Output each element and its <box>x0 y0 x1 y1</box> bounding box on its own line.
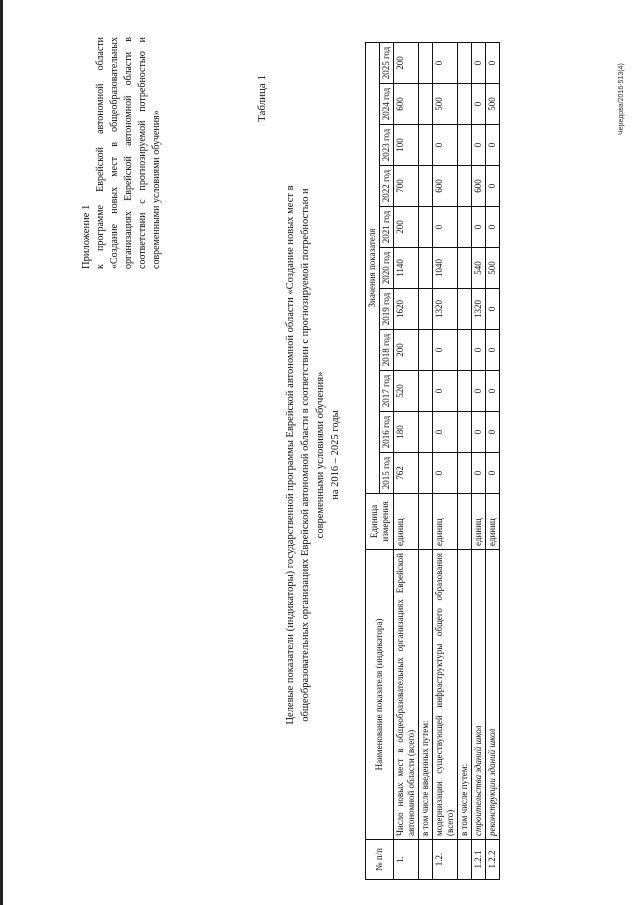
value-cell: 0 <box>486 412 500 453</box>
title-line-3: современными условиями обучения» <box>315 371 326 539</box>
row-unit: единиц <box>486 494 500 550</box>
value-cell: 0 <box>433 412 458 453</box>
document-title <box>283 45 343 865</box>
value-cell: 0 <box>433 43 458 84</box>
title-line-4: на 2016 – 2025 годы <box>330 410 341 500</box>
value-cell: 0 <box>486 453 500 494</box>
row-note: в том числе введенных путем: <box>419 550 433 840</box>
row-num: 1.2.2 <box>486 840 500 880</box>
value-cell: 0 <box>472 412 486 453</box>
value-cell: 0 <box>486 371 500 412</box>
value-cell: 1620 <box>394 289 419 330</box>
value-cell: 600 <box>394 84 419 125</box>
value-cell-empty <box>419 412 433 453</box>
appendix-block <box>80 37 164 269</box>
value-cell: 0 <box>433 207 458 248</box>
row-num-empty <box>419 840 433 880</box>
value-cell: 0 <box>486 166 500 207</box>
value-cell: 700 <box>394 166 419 207</box>
header-year: 2022 год <box>380 166 394 207</box>
table-label: Таблица 1 <box>256 74 268 122</box>
value-cell: 520 <box>394 371 419 412</box>
value-cell: 0 <box>486 43 500 84</box>
value-cell: 0 <box>486 330 500 371</box>
value-cell-empty <box>458 453 472 494</box>
table-note-row <box>419 43 433 880</box>
value-cell: 0 <box>433 453 458 494</box>
value-cell-empty <box>419 207 433 248</box>
row-num: 1.2.1 <box>472 840 486 880</box>
value-cell-empty <box>419 125 433 166</box>
header-values: Значения показателя <box>366 43 380 494</box>
value-cell: 0 <box>486 125 500 166</box>
header-year: 2025 год <box>380 43 394 84</box>
table-row <box>433 43 458 880</box>
binding-edge-mark <box>0 0 3 905</box>
appendix-text: к программе Еврейской автономной области «Создание новых мест в общеобразовательных организациях Еврейской автономной области в соответствии с прогнозируемой потребностью и современными условиями обучения» <box>95 37 162 269</box>
header-year: 2017 год <box>380 371 394 412</box>
value-cell-empty <box>458 84 472 125</box>
value-cell-empty <box>419 43 433 84</box>
title-line-2: общеобразовательных организациях Еврейской автономной области в соответствии с прогнозируемой потребностью и <box>300 188 311 722</box>
value-cell: 600 <box>472 166 486 207</box>
table-row <box>472 43 486 880</box>
value-cell: 0 <box>486 289 500 330</box>
header-unit: Единица измерения <box>366 494 394 550</box>
row-name: реконструкции зданий школ <box>486 550 500 840</box>
value-cell: 1320 <box>472 289 486 330</box>
header-num: № п/п <box>366 840 394 880</box>
table-row <box>486 43 500 880</box>
value-cell: 200 <box>394 207 419 248</box>
value-cell: 500 <box>486 248 500 289</box>
value-cell: 762 <box>394 453 419 494</box>
value-cell: 0 <box>472 207 486 248</box>
header-name: Наименование показателя (индикатора) <box>366 550 394 840</box>
value-cell: 0 <box>472 330 486 371</box>
row-num-empty <box>458 840 472 880</box>
table-row <box>394 43 419 880</box>
row-unit: единиц <box>472 494 486 550</box>
value-cell: 0 <box>433 371 458 412</box>
value-cell-empty <box>419 289 433 330</box>
value-cell-empty <box>419 330 433 371</box>
value-cell: 0 <box>472 84 486 125</box>
header-year: 2020 год <box>380 248 394 289</box>
value-cell-empty <box>458 330 472 371</box>
value-cell: 0 <box>472 43 486 84</box>
row-unit: единиц <box>433 494 458 550</box>
value-cell-empty <box>458 371 472 412</box>
row-unit: единиц <box>394 494 419 550</box>
value-cell-empty <box>458 207 472 248</box>
value-cell-empty <box>458 166 472 207</box>
header-year: 2019 год <box>380 289 394 330</box>
value-cell: 1320 <box>433 289 458 330</box>
row-num: 1. <box>394 840 419 880</box>
value-cell: 500 <box>486 84 500 125</box>
footer-code: Чередова/2016-513(4) <box>618 63 625 135</box>
value-cell-empty <box>458 248 472 289</box>
value-cell-empty <box>458 43 472 84</box>
value-cell: 0 <box>433 330 458 371</box>
header-year: 2023 год <box>380 125 394 166</box>
value-cell: 0 <box>472 453 486 494</box>
row-num: 1.2. <box>433 840 458 880</box>
title-line-1: Целевые показатели (индикаторы) государственной программы Еврейской автономной области «Создание новых мест в <box>285 185 296 725</box>
value-cell: 0 <box>472 125 486 166</box>
value-cell: 0 <box>472 371 486 412</box>
value-cell-empty <box>419 453 433 494</box>
value-cell-empty <box>419 84 433 125</box>
value-cell: 600 <box>433 166 458 207</box>
value-cell: 1140 <box>394 248 419 289</box>
header-year: 2021 год <box>380 207 394 248</box>
value-cell-empty <box>458 412 472 453</box>
value-cell: 200 <box>394 330 419 371</box>
value-cell-empty <box>458 289 472 330</box>
header-year: 2018 год <box>380 330 394 371</box>
row-unit-empty <box>458 494 472 550</box>
row-unit-empty <box>419 494 433 550</box>
appendix-label: Приложение 1 <box>81 204 92 269</box>
value-cell: 0 <box>433 125 458 166</box>
value-cell-empty <box>419 371 433 412</box>
value-cell: 200 <box>394 43 419 84</box>
row-name: Число новых мест в общеобразовательных организациях Еврейской автономной области (всего) <box>394 550 419 840</box>
header-year: 2015 год <box>380 453 394 494</box>
row-name: строительства зданий школ <box>472 550 486 840</box>
indicators-table <box>365 42 500 880</box>
header-year: 2024 год <box>380 84 394 125</box>
value-cell: 180 <box>394 412 419 453</box>
value-cell: 0 <box>486 207 500 248</box>
row-name: модернизации существующей инфраструктуры общего образования (всего) <box>433 550 458 840</box>
value-cell: 500 <box>433 84 458 125</box>
value-cell-empty <box>419 166 433 207</box>
value-cell: 100 <box>394 125 419 166</box>
value-cell-empty <box>458 125 472 166</box>
row-note: в том числе путем: <box>458 550 472 840</box>
value-cell-empty <box>419 248 433 289</box>
table-note-row <box>458 43 472 880</box>
header-year: 2016 год <box>380 412 394 453</box>
value-cell: 540 <box>472 248 486 289</box>
value-cell: 1040 <box>433 248 458 289</box>
